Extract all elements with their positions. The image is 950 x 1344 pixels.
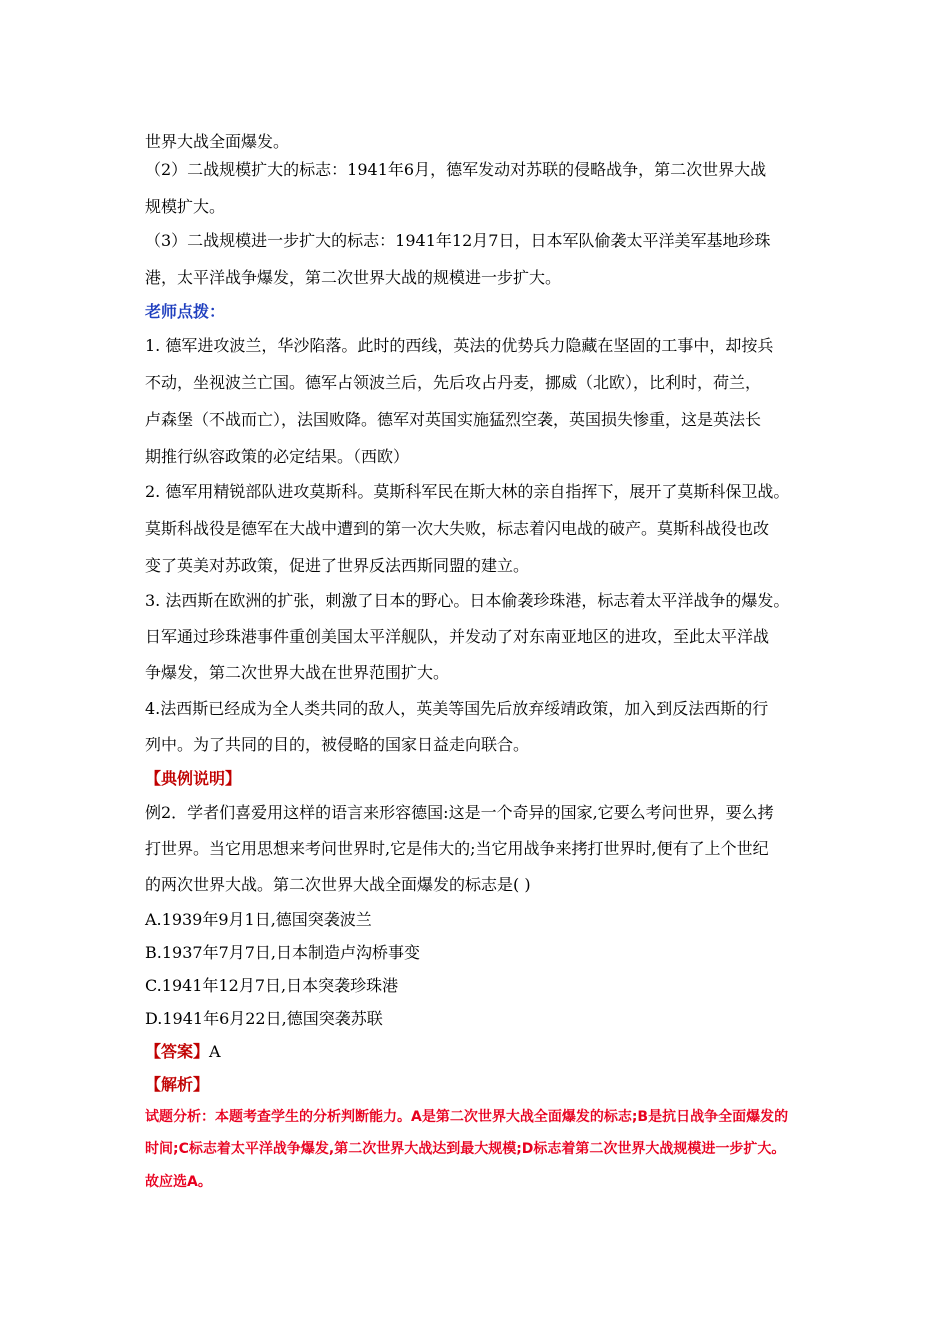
text-line: （2）二战规模扩大的标志：1941年6月，德军发动对苏联的侵略战争，第二次世界大战 [145,160,767,179]
option-a: A.1939年9月1日,德国突袭波兰 [145,910,372,929]
answer-label: 【答案】 [145,1042,210,1061]
text-line: 变了英美对苏政策，促进了世界反法西斯同盟的建立。 [145,556,530,575]
text-line: 莫斯科战役是德军在大战中遭到的第一次大失败，标志着闪电战的破产。莫斯科战役也改 [145,519,770,538]
text-line: 2. 德军用精锐部队进攻莫斯科。莫斯科军民在斯大林的亲自指挥下，展开了莫斯科保卫战。 [145,482,790,501]
text-line: 卢森堡（不战而亡），法国败降。德军对英国实施猛烈空袭，英国损失惨重，这是英法长 [145,410,762,429]
option-d: D.1941年6月22日,德国突袭苏联 [145,1009,383,1028]
question-line: 的两次世界大战。第二次世界大战全面爆发的标志是( ) [145,875,531,894]
option-b: B.1937年7月7日,日本制造卢沟桥事变 [145,943,421,962]
question-line: 打世界。当它用思想来考问世界时,它是伟大的;当它用战争来拷打世界时,便有了上个世纪 [145,839,769,858]
text-line: 期推行纵容政策的必定结果。（西欧） [145,447,410,466]
text-line: 4.法西斯已经成为全人类共同的敌人，英美等国先后放弃绥靖政策，加入到反法西斯的行 [145,699,769,718]
text-line: 港，太平洋战争爆发，第二次世界大战的规模进一步扩大。 [145,268,562,287]
text-line: 1. 德军进攻波兰，华沙陷落。此时的西线，英法的优势兵力隐藏在坚固的工事中，却按兵 [145,336,774,355]
teacher-tip-heading: 老师点拨： [145,302,226,321]
analysis-line: 故应选A。 [145,1174,212,1190]
text-line: 不动，坐视波兰亡国。德军占领波兰后，先后攻占丹麦，挪威（北欧），比利时，荷兰， [145,373,762,392]
analysis-line: 试题分析：本题考查学生的分析判断能力。A是第二次世界大战全面爆发的标志;B是抗日战争全面爆发的 [145,1109,789,1125]
text-line: 3. 法西斯在欧洲的扩张，刺激了日本的野心。日本偷袭珍珠港，标志着太平洋战争的爆发。 [145,591,790,610]
text-line: 争爆发，第二次世界大战在世界范围扩大。 [145,663,450,682]
analysis-line: 时间;C标志着太平洋战争爆发,第二次世界大战达到最大规模;D标志着第二次世界大战规模进一步扩大。 [145,1141,786,1157]
analysis-label: 【解析】 [145,1075,210,1094]
text-line: 世界大战全面爆发。 [145,132,290,151]
option-c: C.1941年12月7日,日本突袭珍珠港 [145,976,399,995]
text-line: 日军通过珍珠港事件重创美国太平洋舰队，并发动了对东南亚地区的进攻，至此太平洋战 [145,627,770,646]
example-heading: 【典例说明】 [145,769,242,788]
answer-value: A [209,1042,221,1061]
text-line: （3）二战规模进一步扩大的标志：1941年12月7日，日本军队偷袭太平洋美军基地珍珠 [145,231,771,250]
text-line: 列中。为了共同的目的，被侵略的国家日益走向联合。 [145,735,530,754]
text-line: 规模扩大。 [145,197,226,216]
question-line: 例2．学者们喜爱用这样的语言来形容德国:这是一个奇异的国家,它要么考问世界，要么拷 [145,803,774,822]
answer-row [145,1042,221,1062]
